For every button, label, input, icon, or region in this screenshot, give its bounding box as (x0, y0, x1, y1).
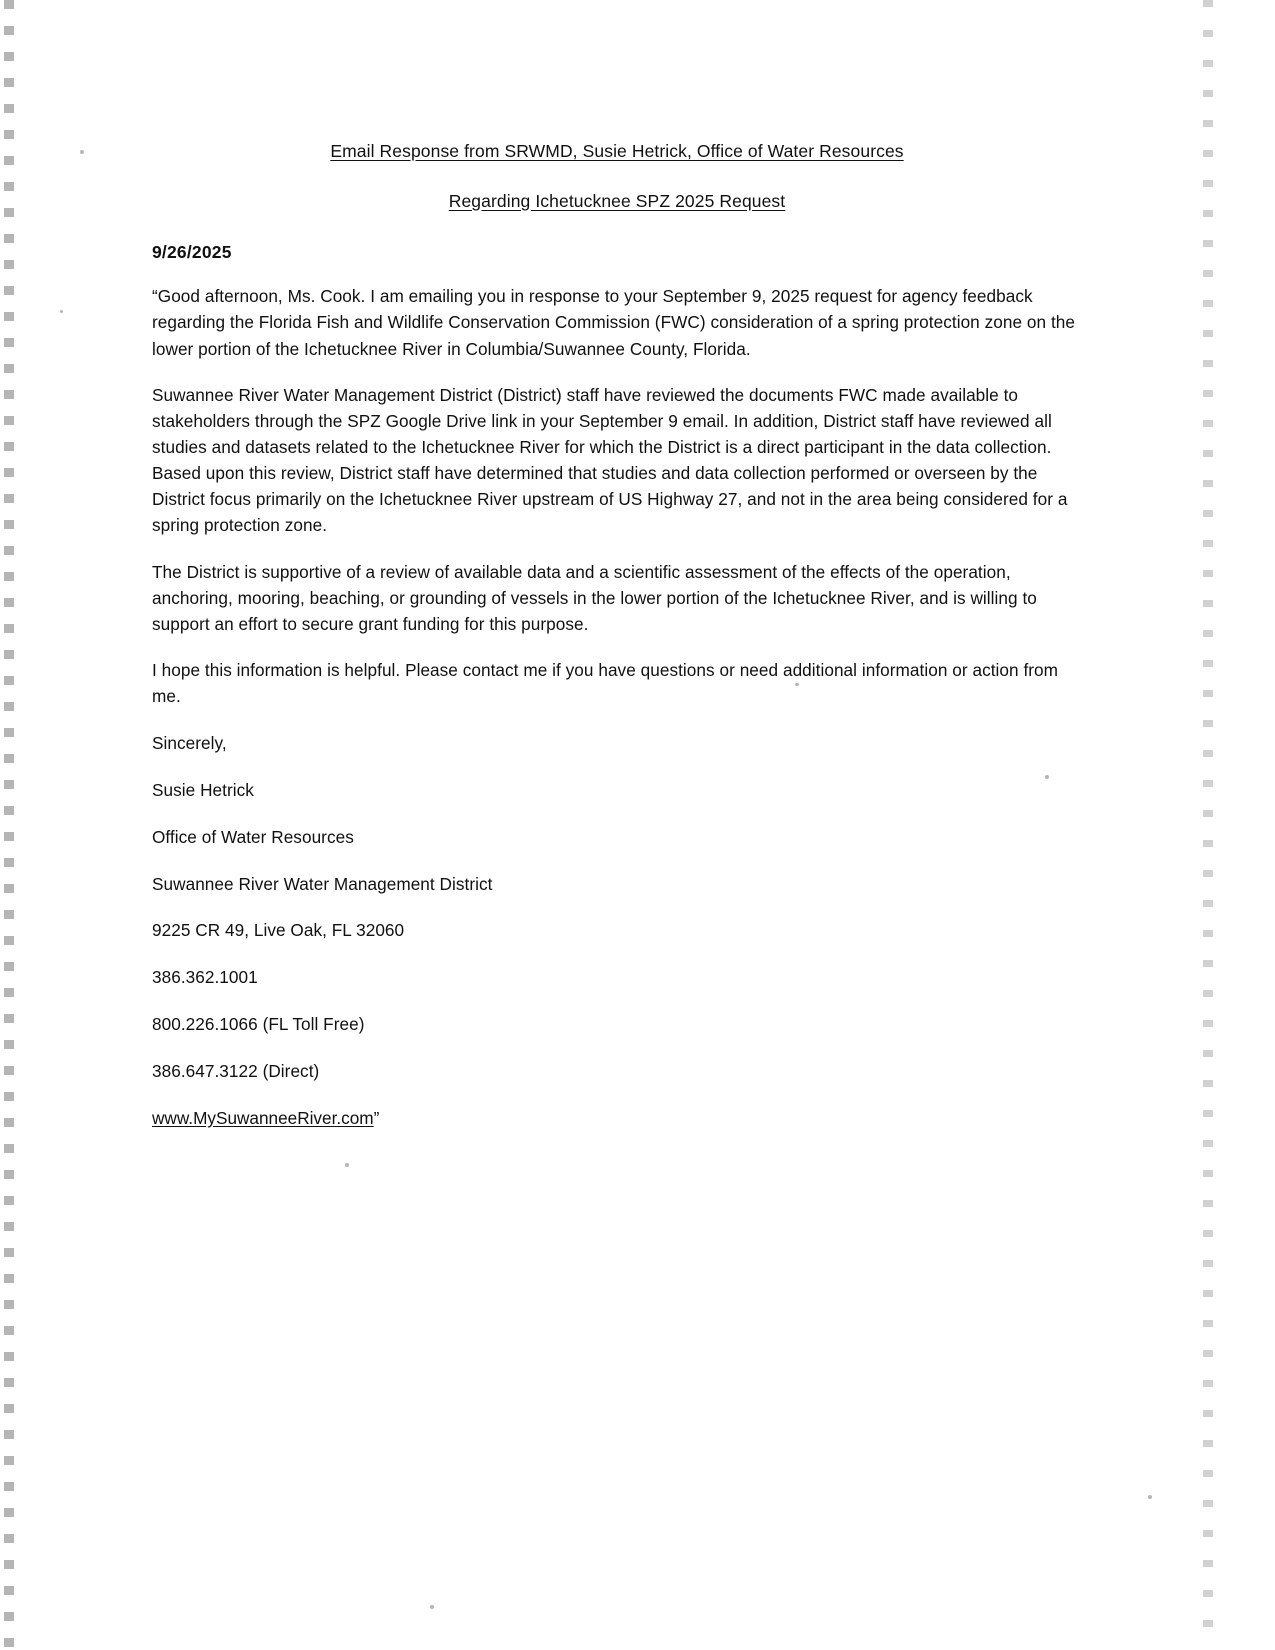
scan-speck (60, 310, 63, 313)
document-title-text: Email Response from SRWMD, Susie Hetrick, Office of Water Resources (330, 141, 904, 161)
document-subtitle (152, 190, 1082, 214)
paragraph-4: I hope this information is helpful. Please contact me if you have questions or need additional information or action from me. (152, 659, 1059, 707)
closing-quotation-mark: ” (373, 1107, 380, 1128)
document-title (152, 140, 1082, 164)
signature-website-line (152, 1106, 1082, 1132)
document-date: 9/26/2025 (152, 242, 232, 263)
scan-speck (345, 1163, 349, 1167)
signature-name: Susie Hetrick (152, 780, 254, 801)
signature-organization: Suwannee River Water Management District (152, 873, 493, 894)
scan-speck (1148, 1495, 1152, 1499)
signature-closing: Sincerely, (152, 733, 227, 754)
scan-speck (80, 150, 84, 154)
paragraph-3: The District is supportive of a review of available data and a scientific assessment of the effects of the operation, anchoring, mooring, beaching, or grounding of vessels in the lower portion of the Ichetucknee River, and is willing to support an effort to secure grant funding for this purpose. (152, 561, 1037, 634)
document-body (152, 140, 1082, 1131)
signature-block (152, 731, 1082, 1131)
website-link[interactable]: www.MySuwanneeRiver.com (152, 1107, 374, 1128)
signature-phone-main: 386.362.1001 (152, 967, 258, 988)
scan-artifact-left-edge (4, 0, 14, 1650)
scan-speck (430, 1605, 434, 1609)
scan-artifact-right-edge (1203, 0, 1213, 1650)
signature-office: Office of Water Resources (152, 826, 354, 847)
paragraph-1: “Good afternoon, Ms. Cook. I am emailing you in response to your September 9, 2025 request for agency feedback regarding the Florida Fish and Wildlife Conservation Commission (FWC) consideration of a spring protection zone on the lower portion of the Ichetucknee River in Columbia/Suwannee County, Florida. (152, 286, 1075, 359)
paragraph-2: Suwannee River Water Management District (District) staff have reviewed the documents FWC made available to stakeholders through the SPZ Google Drive link in your September 9 email. In addition, District staff have reviewed all studies and datasets related to the Ichetucknee River for which the District is a direct participant in the data collection. Based upon this review, District staff have determined that studies and data collection performed or overseen by the District focus primarily on the Ichetucknee River upstream of US Highway 27, and not in the area being considered for a spring protection zone. (152, 384, 1068, 536)
signature-address: 9225 CR 49, Live Oak, FL 32060 (152, 920, 405, 941)
signature-phone-toll-free: 800.226.1066 (FL Toll Free) (152, 1014, 365, 1034)
document-subtitle-text: Regarding Ichetucknee SPZ 2025 Request (448, 190, 786, 211)
signature-phone-direct: 386.647.3122 (Direct) (152, 1060, 320, 1081)
